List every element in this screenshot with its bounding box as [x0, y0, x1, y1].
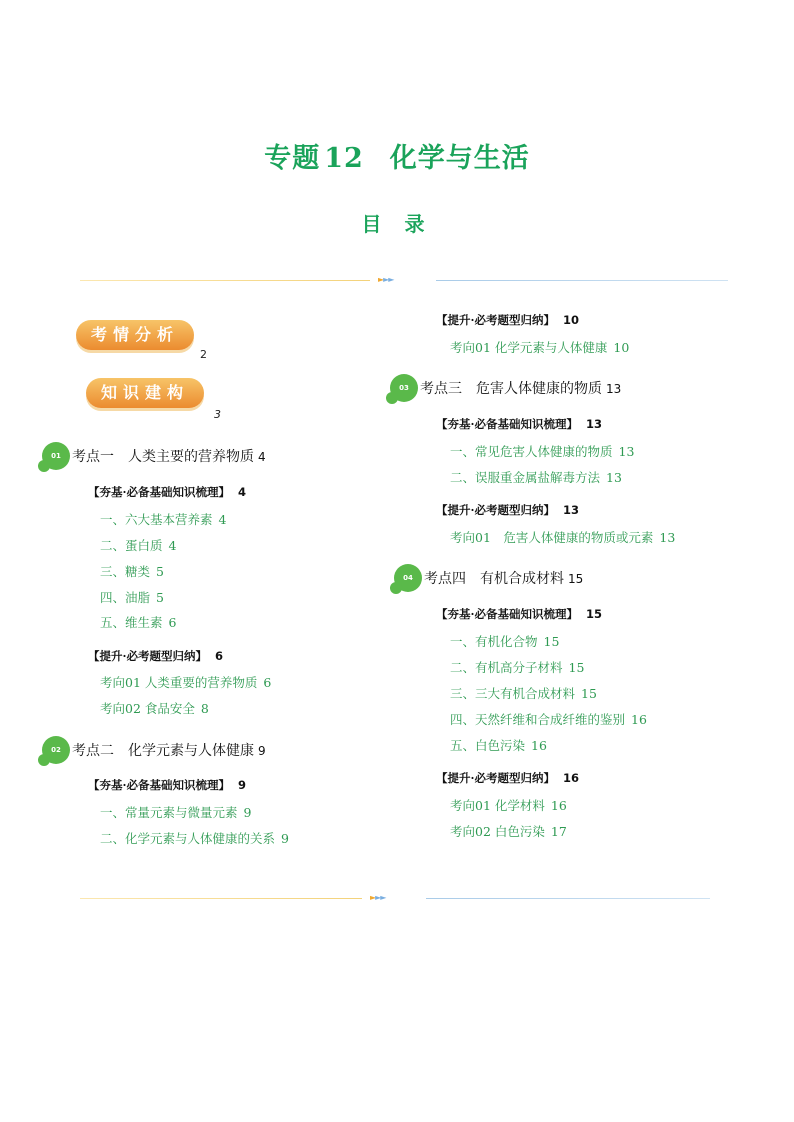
item-label: 四、油脂 [100, 590, 151, 605]
item-label: 三、三大有机合成材料 [450, 686, 576, 701]
item-page: 15 [568, 660, 585, 675]
section-label: 【夯基·必备基础知识梳理】 [88, 778, 231, 792]
toc-kp2-section2[interactable] [436, 312, 579, 328]
toc-heading: 目 录 [361, 212, 433, 236]
toc-item[interactable] [100, 536, 176, 554]
toc-item[interactable] [100, 588, 164, 606]
toc-item[interactable] [100, 699, 209, 717]
item-page: 9 [281, 831, 289, 846]
item-page: 6 [263, 675, 272, 690]
section-label: 【夯基·必备基础知识梳理】 [436, 417, 579, 431]
toc-kp4[interactable] [394, 564, 583, 592]
section-label: 【提升·必考题型归纳】 [436, 313, 556, 327]
kp2-label-text: 考点二 化学元素与人体健康 [72, 743, 254, 759]
kp2-number-icon: 02 [42, 736, 70, 764]
toc-kp1[interactable] [42, 442, 266, 470]
item-page: 5 [156, 590, 164, 605]
toc-item[interactable] [450, 528, 675, 546]
item-label: 一、六大基本营养素 [100, 512, 213, 527]
item-label: 考向01 危害人体健康的物质或元素 [450, 530, 654, 545]
section-label: 【夯基·必备基础知识梳理】 [436, 607, 579, 621]
toc-item[interactable] [450, 442, 634, 460]
item-page: 15 [543, 634, 560, 649]
item-label: 考向02 食品安全 [100, 701, 195, 716]
section-page: 6 [215, 649, 224, 663]
badge-zhishi[interactable]: 知识建构 [86, 378, 204, 408]
item-label: 一、常见危害人体健康的物质 [450, 444, 613, 459]
toc-item[interactable] [450, 736, 547, 754]
item-page: 10 [613, 340, 630, 355]
divider-bottom-right [426, 898, 710, 899]
toc-item[interactable] [100, 562, 164, 580]
section-page: 16 [563, 771, 580, 785]
item-page: 9 [243, 805, 252, 820]
toc-kp1-section2[interactable] [88, 648, 223, 664]
toc-item[interactable] [450, 822, 567, 840]
item-label: 二、有机高分子材料 [450, 660, 563, 675]
toc-kp1-section1[interactable] [88, 484, 246, 500]
kp1-number-icon: 01 [42, 442, 70, 470]
toc-item[interactable] [100, 613, 176, 631]
kp1-page: 4 [258, 450, 266, 464]
toc-item[interactable] [100, 829, 289, 847]
item-label: 一、常量元素与微量元素 [100, 805, 238, 820]
kp2-label [72, 740, 266, 760]
badge-kaoqing[interactable]: 考情分析 [76, 320, 194, 350]
item-page: 13 [659, 530, 676, 545]
item-page: 16 [550, 798, 567, 813]
section-page: 4 [238, 485, 247, 499]
divider-bottom-left [80, 898, 362, 899]
kp3-number-icon: 03 [390, 374, 418, 402]
item-page: 13 [606, 470, 622, 485]
toc-kp3-section1[interactable] [436, 416, 602, 432]
item-label: 考向02 白色污染 [450, 824, 545, 839]
item-label: 考向01 化学材料 [450, 798, 545, 813]
kp1-label [72, 446, 266, 466]
kp4-label [424, 568, 583, 588]
item-label: 考向01 化学元素与人体健康 [450, 340, 608, 355]
page-title [0, 136, 794, 175]
divider-top-right [436, 280, 728, 281]
toc-item[interactable] [450, 658, 584, 676]
toc-kp3-section2[interactable] [436, 502, 579, 518]
item-label: 考向01 人类重要的营养物质 [100, 675, 258, 690]
badge-zhishi-page: 3 [214, 408, 221, 421]
item-label: 三、糖类 [100, 564, 151, 579]
section-page: 10 [563, 313, 580, 327]
toc-item[interactable] [450, 796, 567, 814]
badge-kaoqing-page: 2 [200, 348, 207, 361]
item-page: 4 [168, 538, 177, 553]
item-page: 6 [168, 615, 177, 630]
section-label: 【提升·必考题型归纳】 [88, 649, 208, 663]
kp1-label-text: 考点一 人类主要的营养物质 [72, 449, 254, 465]
item-label: 五、白色污染 [450, 738, 526, 753]
toc-item[interactable] [450, 684, 597, 702]
title-number: 12 [324, 143, 364, 174]
kp4-number-icon: 04 [394, 564, 422, 592]
item-page: 17 [550, 824, 567, 839]
item-page: 4 [218, 512, 227, 527]
kp4-page: 15 [568, 572, 584, 586]
divider-top-arrows: ►►► [378, 275, 394, 284]
item-label: 一、有机化合物 [450, 634, 538, 649]
item-page: 15 [581, 686, 597, 701]
kp2-page: 9 [258, 744, 266, 758]
item-page: 16 [631, 712, 647, 727]
item-label: 二、化学元素与人体健康的关系 [100, 831, 276, 846]
item-page: 5 [156, 564, 164, 579]
section-page: 15 [586, 607, 603, 621]
section-label: 【提升·必考题型归纳】 [436, 503, 556, 517]
section-page: 13 [586, 417, 603, 431]
item-label: 二、蛋白质 [100, 538, 163, 553]
item-label: 五、维生素 [100, 615, 163, 630]
item-page: 13 [618, 444, 635, 459]
kp3-page: 13 [606, 382, 622, 396]
title-prefix: 专题 [264, 143, 321, 174]
divider-top-left [80, 280, 370, 281]
kp3-label [420, 378, 621, 398]
toc-item[interactable] [450, 710, 647, 728]
section-page: 9 [238, 778, 247, 792]
section-label: 【夯基·必备基础知识梳理】 [88, 485, 231, 499]
section-label: 【提升·必考题型归纳】 [436, 771, 556, 785]
toc-item[interactable] [450, 632, 559, 650]
item-label: 二、误服重金属盐解毒方法 [450, 470, 601, 485]
toc-kp2[interactable] [42, 736, 266, 764]
toc-item[interactable] [100, 673, 271, 691]
toc-kp4-section2[interactable] [436, 770, 579, 786]
item-page: 16 [531, 738, 547, 753]
toc-kp4-section1[interactable] [436, 606, 602, 622]
item-label: 四、天然纤维和合成纤维的鉴别 [450, 712, 626, 727]
toc-item[interactable] [450, 338, 629, 356]
item-page: 8 [200, 701, 209, 716]
toc-item[interactable] [100, 510, 226, 528]
kp4-label-text: 考点四 有机合成材料 [424, 571, 564, 587]
section-page: 13 [563, 503, 580, 517]
divider-bottom-arrows: ►►► [370, 893, 386, 902]
toc-item[interactable] [100, 803, 251, 821]
kp3-label-text: 考点三 危害人体健康的物质 [420, 381, 602, 397]
toc-kp2-section1[interactable] [88, 777, 246, 793]
toc-kp3[interactable] [390, 374, 621, 402]
title-text: 化学与生活 [389, 143, 530, 174]
toc-item[interactable] [450, 468, 622, 486]
